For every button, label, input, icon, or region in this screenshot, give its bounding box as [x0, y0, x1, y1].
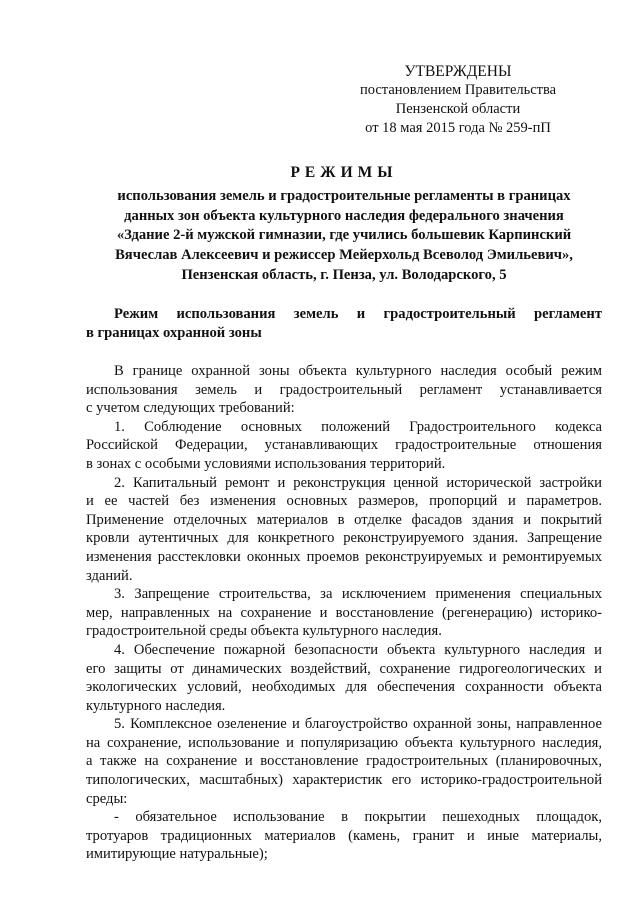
paragraph-line: использования земель и градостроительный регламент устанавливается	[86, 381, 602, 398]
paragraph-line: типологических, масштабных) характеристик его историко-градостроительной	[86, 772, 602, 789]
paragraph-line: градостроительной среды объекта культурного наследия.	[86, 623, 442, 640]
paragraph-line: Применение отделочных материалов в отделке фасадов здания и покрытий	[86, 511, 602, 528]
paragraph-line: и ее частей без изменения основных размеров, пропорций и параметров.	[86, 493, 602, 510]
approval-title: УТВЕРЖДЕНЫ	[404, 63, 512, 80]
paragraph-line: 1. Соблюдение основных положений Градостроительного кодекса	[114, 418, 602, 435]
paragraph-line: среды:	[86, 790, 128, 807]
paragraph-line: Российской Федерации, устанавливающих градостроительные отношения	[86, 437, 602, 454]
paragraph-line: с учетом следующих требований:	[86, 400, 295, 417]
document-heading: РЕЖИМЫ	[290, 164, 398, 181]
paragraph-line: имитирующие натуральные);	[86, 846, 268, 863]
paragraph-line: культурного наследия.	[86, 697, 226, 714]
title-line: Пензенская область, г. Пенза, ул. Володарского, 5	[181, 266, 507, 283]
paragraph-line: В границе охранной зоны объекта культурного наследия особый режим	[114, 363, 602, 379]
title-line: Вячеслав Алексеевич и режиссер Мейерхольд Всеволод Эмильевич»,	[115, 247, 573, 264]
title-line: «Здание 2-й мужской гимназии, где учились большевик Карпинский	[116, 227, 572, 244]
paragraph-line: а также на сохранение и восстановление градостроительных (планировочных,	[86, 753, 602, 770]
paragraph-line: 2. Капитальный ремонт и реконструкция ценной исторической застройки	[114, 474, 602, 491]
paragraph-line: кровли аутентичных для конкретного реконструируемого здания. Запрещение	[86, 530, 602, 547]
paragraph-line: 5. Комплексное озеленение и благоустройство охранной зоны, направленное	[114, 716, 602, 733]
section-heading	[86, 305, 602, 342]
paragraph-line: экологических условий, необходимых для обеспечения сохранности объекта	[86, 679, 602, 696]
paragraph-line: мер, направленных на сохранение и восстановление (регенерацию) историко-	[86, 604, 602, 621]
approval-line: от 18 мая 2015 года № 259-пП	[365, 120, 551, 136]
paragraph-line: в зонах с особыми условиями использования территорий.	[86, 455, 446, 472]
paragraph-line: зданий.	[86, 567, 133, 584]
section-heading-line: в границах охранной зоны	[86, 324, 262, 341]
body-text	[86, 362, 602, 864]
title-line: данных зон объекта культурного наследия федерального значения	[124, 207, 564, 224]
approval-line: Пензенской области	[395, 101, 521, 117]
list-item-line: - обязательное использование в покрытии пешеходных площадок,	[114, 809, 602, 826]
section-heading-line: Режим использования земель и градостроительный регламент	[114, 306, 602, 322]
title-line: использования земель и градостроительные регламенты в границах	[117, 187, 571, 204]
paragraph-line: на сохранение, использование и популяризацию объекта культурного наследия,	[86, 734, 602, 751]
document-title-block	[86, 163, 602, 286]
paragraph-line: тротуаров традиционных материалов (камень, гранит и иные материалы,	[86, 827, 602, 844]
paragraph-line: 3. Запрещение строительства, за исключением применения специальных	[114, 586, 602, 603]
paragraph-line: 4. Обеспечение пожарной безопасности объекта культурного наследия и	[114, 641, 602, 658]
approval-block	[360, 62, 556, 138]
approval-line: постановлением Правительства	[360, 82, 557, 98]
paragraph-line: изменения расстекловки оконных проемов реконструируемых и ремонтируемых	[86, 548, 602, 565]
paragraph-line: его защиты от динамических воздействий, сохранение гидрогеологических и	[86, 660, 602, 677]
